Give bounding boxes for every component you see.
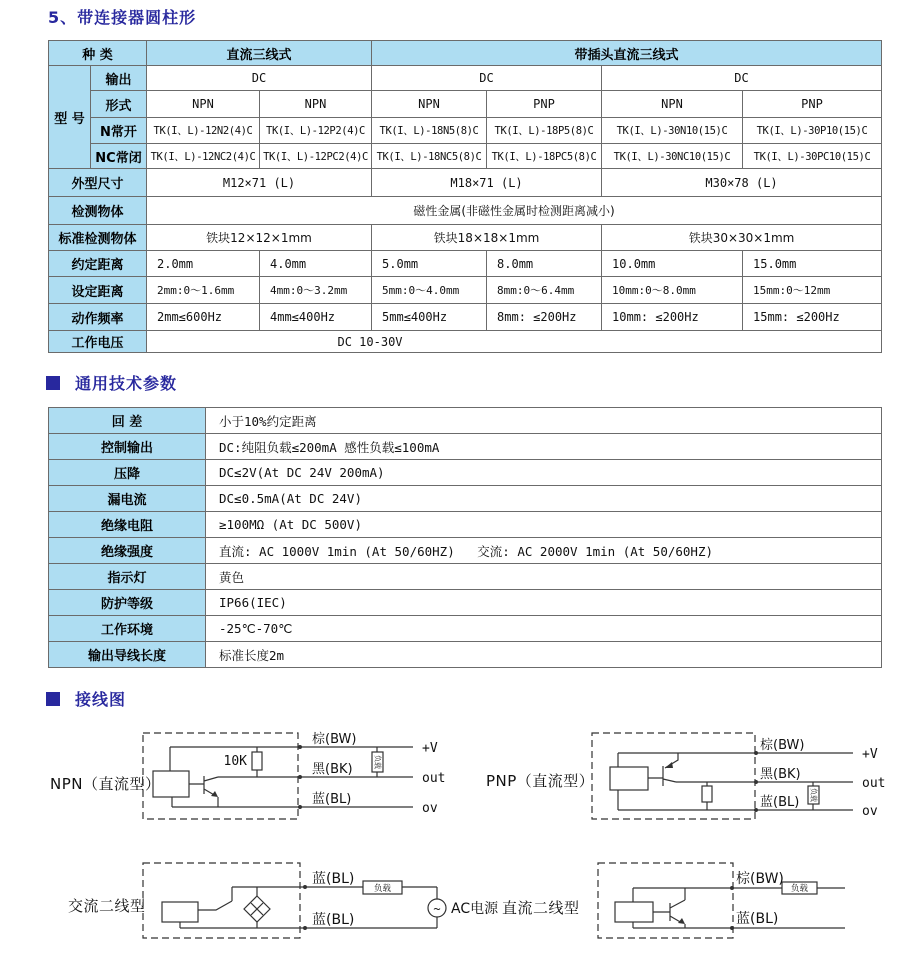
transistor-icon: [189, 776, 218, 807]
model-cell: TK(I、L)-30P10(15)C: [743, 118, 882, 144]
value-cell: 10mm:0～8.0mm: [602, 277, 743, 304]
pulldown-resistor: [702, 786, 712, 802]
wire-label-brown: 棕(BW): [736, 871, 784, 887]
terminal-out: out: [862, 776, 886, 791]
wire-label-black: 黑(BK): [760, 767, 801, 782]
row-label-cell: N常开: [91, 118, 147, 144]
pnp-circuit-diagram: [588, 722, 900, 834]
kind-dc3-cell: 直流三线式: [147, 41, 372, 66]
row-label-cell: 检测物体: [49, 197, 147, 225]
table-row: [49, 642, 882, 668]
row-label-cell: 设定距离: [49, 277, 147, 304]
value-cell: DC:纯阻负载≤200mA 感性负载≤100mA: [206, 434, 882, 460]
wire-label-blue: 蓝(BL): [312, 792, 352, 807]
value-cell: 5.0mm: [372, 251, 487, 277]
sensor-block: [610, 767, 648, 790]
value-cell: DC: [602, 66, 882, 91]
terminal-out: out: [422, 771, 446, 786]
junction-dot: [754, 780, 758, 784]
table-row: [49, 251, 882, 277]
value-cell: 8.0mm: [487, 251, 602, 277]
junction-dot: [298, 775, 302, 779]
bridge-cross: [251, 903, 263, 915]
table-row: [49, 118, 882, 144]
value-cell: 铁块12×12×1mm: [147, 225, 372, 251]
table-row: [49, 304, 882, 331]
value-cell: 10mm: ≤200Hz: [602, 304, 743, 331]
resistor-value-label: 10K: [223, 754, 247, 769]
junction-dot: [298, 805, 302, 809]
sensor-boundary-box: [598, 863, 733, 938]
wire-label-brown: 棕(BW): [312, 732, 357, 747]
page-title: 5、带连接器圆柱形: [48, 8, 197, 27]
pnp-diagram-label: PNP（直流型）: [486, 772, 595, 790]
value-cell: 4.0mm: [260, 251, 372, 277]
table-row: [49, 616, 882, 642]
value-cell: 直流: AC 1000V 1min (At 50/60HZ) 交流: AC 2000V 1min (At 50/60HZ): [206, 538, 882, 564]
value-cell: 标准长度2m: [206, 642, 882, 668]
value-cell: 15mm:0～12mm: [743, 277, 882, 304]
row-label-cell: 动作频率: [49, 304, 147, 331]
value-cell: DC≤2V(At DC 24V 200mA): [206, 460, 882, 486]
value-cell: M18×71 (L): [372, 169, 602, 197]
model-cell: TK(I、L)-18P5(8)C: [487, 118, 602, 144]
terminal-plus-v: +V: [422, 741, 438, 756]
table-row: [49, 434, 882, 460]
value-cell: 铁块30×30×1mm: [602, 225, 882, 251]
model-cell: TK(I、L)-18PC5(8)C: [487, 144, 602, 169]
value-cell: 小于10%约定距离: [206, 408, 882, 434]
value-cell: ≥100MΩ (At DC 500V): [206, 512, 882, 538]
kind-plug-cell: 带插头直流三线式: [372, 41, 882, 66]
row-label-cell: 漏电流: [49, 486, 206, 512]
row-label-cell: 绝缘电阻: [49, 512, 206, 538]
value-cell: NPN: [260, 91, 372, 118]
value-cell: 15.0mm: [743, 251, 882, 277]
value-cell: NPN: [147, 91, 260, 118]
ac-source-symbol: ~: [433, 902, 441, 916]
value-cell: M12×71 (L): [147, 169, 372, 197]
value-cell: PNP: [743, 91, 882, 118]
model-label-cell: 型 号: [49, 66, 91, 169]
table-row: [49, 197, 882, 225]
table-row: [49, 169, 882, 197]
model-cell: TK(I、L)-30PC10(15)C: [743, 144, 882, 169]
transistor-icon: [648, 753, 678, 786]
wire-label-brown: 棕(BW): [760, 738, 805, 753]
risers: [170, 747, 172, 807]
ac-source-label: AC电源: [451, 901, 499, 917]
row-label-cell: 防护等级: [49, 590, 206, 616]
table-row: [49, 66, 882, 91]
spec-table: [48, 40, 882, 353]
section-bullet-icon: [46, 692, 60, 706]
model-cell: TK(I、L)-30N10(15)C: [602, 118, 743, 144]
section-header-wiring-diagram: [46, 687, 126, 710]
table-row: [49, 538, 882, 564]
row-label-cell: 压降: [49, 460, 206, 486]
row-label-cell: 工作环境: [49, 616, 206, 642]
table-row: [49, 331, 882, 353]
row-label-cell: NC常闭: [91, 144, 147, 169]
junction-dot: [303, 926, 307, 930]
value-cell: IP66(IEC): [206, 590, 882, 616]
value-cell: 15mm: ≤200Hz: [743, 304, 882, 331]
value-cell: 2.0mm: [147, 251, 260, 277]
npn-circuit-diagram: [140, 722, 460, 834]
value-cell: 10.0mm: [602, 251, 743, 277]
value-cell: 黄色: [206, 564, 882, 590]
table-row: [49, 144, 882, 169]
junction-dot: [730, 926, 734, 930]
table-row: [49, 512, 882, 538]
table-row: [49, 590, 882, 616]
value-cell: 磁性金属(非磁性金属时检测距离减小): [147, 197, 882, 225]
section-header-general-parameters: [46, 371, 177, 394]
wiring-diagrams-area: [0, 715, 900, 954]
section-title: 接线图: [75, 690, 127, 709]
terminal-plus-v: +V: [862, 747, 878, 762]
wire-label-blue: 蓝(BL): [760, 795, 800, 810]
sensor-boundary-box: [143, 863, 300, 938]
row-label-cell: 绝缘强度: [49, 538, 206, 564]
parameters-table: [48, 407, 882, 668]
sensor-block: [153, 771, 189, 797]
value-cell: 8mm: ≤200Hz: [487, 304, 602, 331]
load-label: 负载: [809, 788, 818, 802]
model-cell: TK(I、L)-30NC10(15)C: [602, 144, 743, 169]
sensor-block: [615, 902, 653, 922]
table-row: [49, 408, 882, 434]
table-row: [49, 225, 882, 251]
sensor-block: [162, 902, 198, 922]
load-label: 负载: [373, 884, 392, 894]
dc-two-wire-label: 直流二线型: [502, 899, 580, 917]
row-label-cell: 标准检测物体: [49, 225, 147, 251]
table-row: [49, 277, 882, 304]
junction-dot: [303, 885, 307, 889]
wire-label-black: 黑(BK): [312, 762, 353, 777]
value-cell: -25℃-70℃: [206, 616, 882, 642]
emitter-arrow: [665, 762, 673, 768]
model-cell: TK(I、L)-12P2(4)C: [260, 118, 372, 144]
value-cell: DC≤0.5mA(At DC 24V): [206, 486, 882, 512]
wire-label-blue-top: 蓝(BL): [312, 871, 355, 887]
value-cell: 4mm:0～3.2mm: [260, 277, 372, 304]
value-cell: DC: [147, 66, 372, 91]
junction-dot: [298, 745, 302, 749]
value-cell: 5mm:0～4.0mm: [372, 277, 487, 304]
load-label: 负载: [373, 755, 382, 769]
value-cell: 8mm:0～6.4mm: [487, 277, 602, 304]
load-label: 负载: [790, 884, 809, 894]
model-cell: TK(I、L)-12N2(4)C: [147, 118, 260, 144]
model-cell: TK(I、L)-18NC5(8)C: [372, 144, 487, 169]
value-cell: DC: [372, 66, 602, 91]
value-cell: 2mm≤600Hz: [147, 304, 260, 331]
row-label-cell: 输出导线长度: [49, 642, 206, 668]
value-cell: M30×78 (L): [602, 169, 882, 197]
sensor-boundary-box: [592, 733, 755, 819]
table-row: [49, 91, 882, 118]
section-title: 通用技术参数: [75, 374, 178, 393]
dc-two-wire-circuit-diagram: [585, 855, 900, 954]
model-cell: TK(I、L)-18N5(8)C: [372, 118, 487, 144]
model-cell: TK(I、L)-12PC2(4)C: [260, 144, 372, 169]
section-bullet-icon: [46, 376, 60, 390]
table-row: [49, 564, 882, 590]
table-row: [49, 41, 882, 66]
model-cell: TK(I、L)-12NC2(4)C: [147, 144, 260, 169]
value-cell: 铁块18×18×1mm: [372, 225, 602, 251]
wires: [180, 887, 437, 928]
junction-dot: [754, 751, 758, 755]
value-cell: 2mm:0～1.6mm: [147, 277, 260, 304]
row-label-cell: 工作电压: [49, 331, 147, 353]
kind-label-cell: 种 类: [49, 41, 147, 66]
junction-dot: [754, 808, 758, 812]
row-label-cell: 形式: [91, 91, 147, 118]
terminal-ov: ov: [862, 804, 878, 819]
junction-dot: [730, 886, 734, 890]
value-cell: 5mm≤400Hz: [372, 304, 487, 331]
wire-label-blue: 蓝(BL): [736, 911, 779, 927]
value-cell: 4mm≤400Hz: [260, 304, 372, 331]
row-label-cell: 外型尺寸: [49, 169, 147, 197]
ac-two-wire-circuit-diagram: [140, 855, 499, 954]
terminal-ov: ov: [422, 801, 438, 816]
wire-label-blue-bottom: 蓝(BL): [312, 912, 355, 928]
value-cell: PNP: [487, 91, 602, 118]
value-cell: NPN: [372, 91, 487, 118]
table-row: [49, 486, 882, 512]
value-cell: NPN: [602, 91, 743, 118]
value-cell: DC 10-30V: [147, 331, 882, 353]
table-row: [49, 460, 882, 486]
row-label-cell: 回 差: [49, 408, 206, 434]
row-label-cell: 约定距离: [49, 251, 147, 277]
npn-diagram-label: NPN（直流型）: [50, 775, 161, 793]
sensor-boundary-box: [143, 733, 298, 819]
row-label-cell: 控制输出: [49, 434, 206, 460]
row-label-cell: 输出: [91, 66, 147, 91]
ac-two-wire-label: 交流二线型: [68, 897, 146, 915]
resistor-10k: [252, 752, 262, 770]
row-label-cell: 指示灯: [49, 564, 206, 590]
